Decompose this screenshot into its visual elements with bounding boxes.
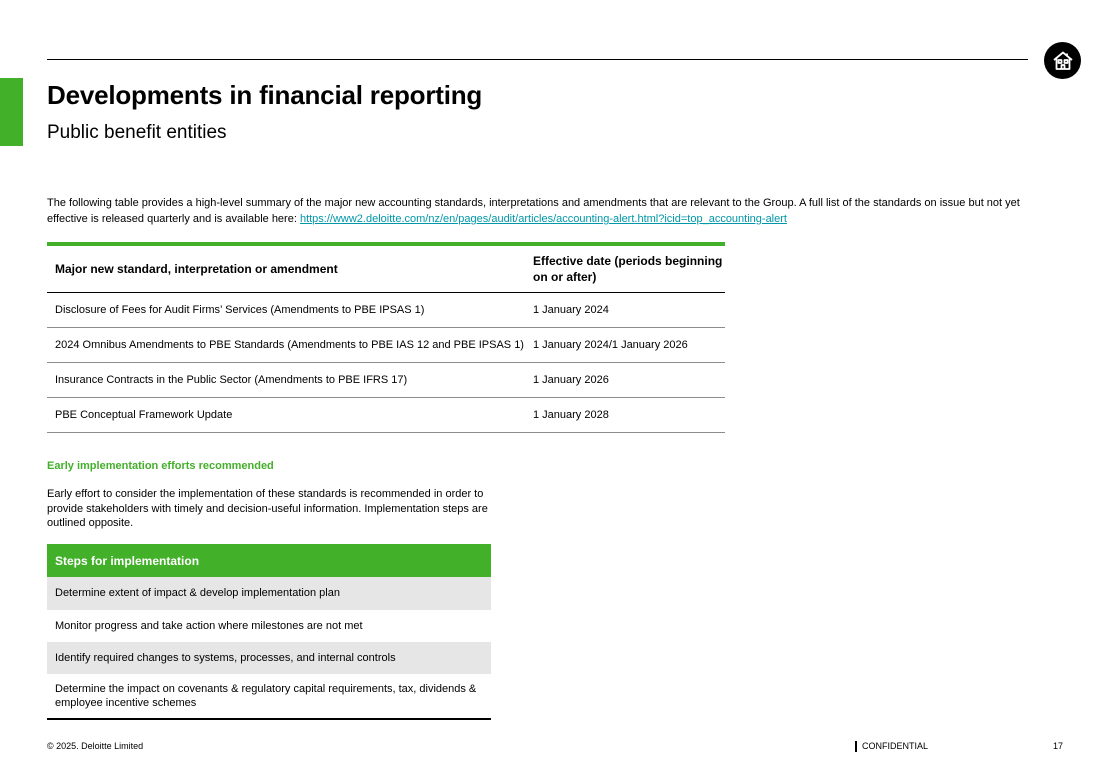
effective-date-cell: 1 January 2028	[533, 409, 609, 421]
effective-date-column-header: Effective date (periods beginning on or after)	[533, 254, 723, 284]
step-item: Determine extent of impact & develop implementation plan	[47, 577, 491, 610]
early-implementation-heading: Early implementation efforts recommended	[47, 460, 274, 472]
footer-separator	[855, 741, 857, 752]
footer-copyright: © 2025. Deloitte Limited	[47, 741, 144, 751]
effective-date-cell: 1 January 2026	[533, 374, 609, 386]
steps-table-header: Steps for implementation	[47, 544, 491, 577]
standard-cell: Insurance Contracts in the Public Sector (Amendments to PBE IFRS 17)	[55, 374, 408, 386]
table-row	[47, 293, 725, 328]
page-number: 17	[1053, 741, 1064, 751]
step-item: Determine the impact on covenants & regulatory capital requirements, tax, dividends & employee incentive schemes	[55, 682, 477, 709]
effective-date-cell: 1 January 2024/1 January 2026	[533, 339, 688, 351]
table-row	[47, 363, 725, 398]
standard-column-header: Major new standard, interpretation or amendment	[55, 262, 338, 276]
accent-bar	[0, 78, 23, 146]
footer-classification: CONFIDENTIAL	[862, 741, 929, 751]
steps-table	[47, 544, 491, 720]
standard-cell: PBE Conceptual Framework Update	[55, 409, 233, 421]
intro-paragraph	[47, 195, 1037, 227]
top-divider	[47, 59, 1028, 60]
effective-date-cell: 1 January 2024	[533, 304, 609, 316]
standard-cell: Disclosure of Fees for Audit Firms’ Services (Amendments to PBE IPSAS 1)	[55, 304, 425, 316]
step-item: Monitor progress and take action where milestones are not met	[55, 619, 363, 632]
step-item: Identify required changes to systems, processes, and internal controls	[47, 642, 491, 674]
page-title: Developments in financial reporting	[47, 80, 483, 110]
intro-text: The following table provides a high-level summary of the major new accounting standards, interpretations and amendments that are relevant to the Group. A full list of the standards on issue but not yet effective is released quarterly and is available here:	[47, 197, 1020, 225]
page-subtitle: Public benefit entities	[47, 122, 227, 143]
home-button[interactable]	[1044, 42, 1081, 79]
standard-cell: 2024 Omnibus Amendments to PBE Standards (Amendments to PBE IAS 12 and PBE IPSAS 1)	[55, 339, 524, 351]
table-row	[47, 398, 725, 433]
standards-table	[47, 242, 725, 433]
home-icon	[1051, 49, 1075, 73]
early-implementation-text: Early effort to consider the implementation of these standards is recommended in order to provide stakeholders with timely and decision-useful information. Implementation steps are outlined opposite.	[47, 488, 488, 529]
standards-table-header	[47, 246, 725, 293]
table-row	[47, 328, 725, 363]
accounting-alert-link[interactable]: https://www2.deloitte.com/nz/en/pages/audit/articles/accounting-alert.html?icid=top_accounting-alert	[299, 213, 787, 225]
